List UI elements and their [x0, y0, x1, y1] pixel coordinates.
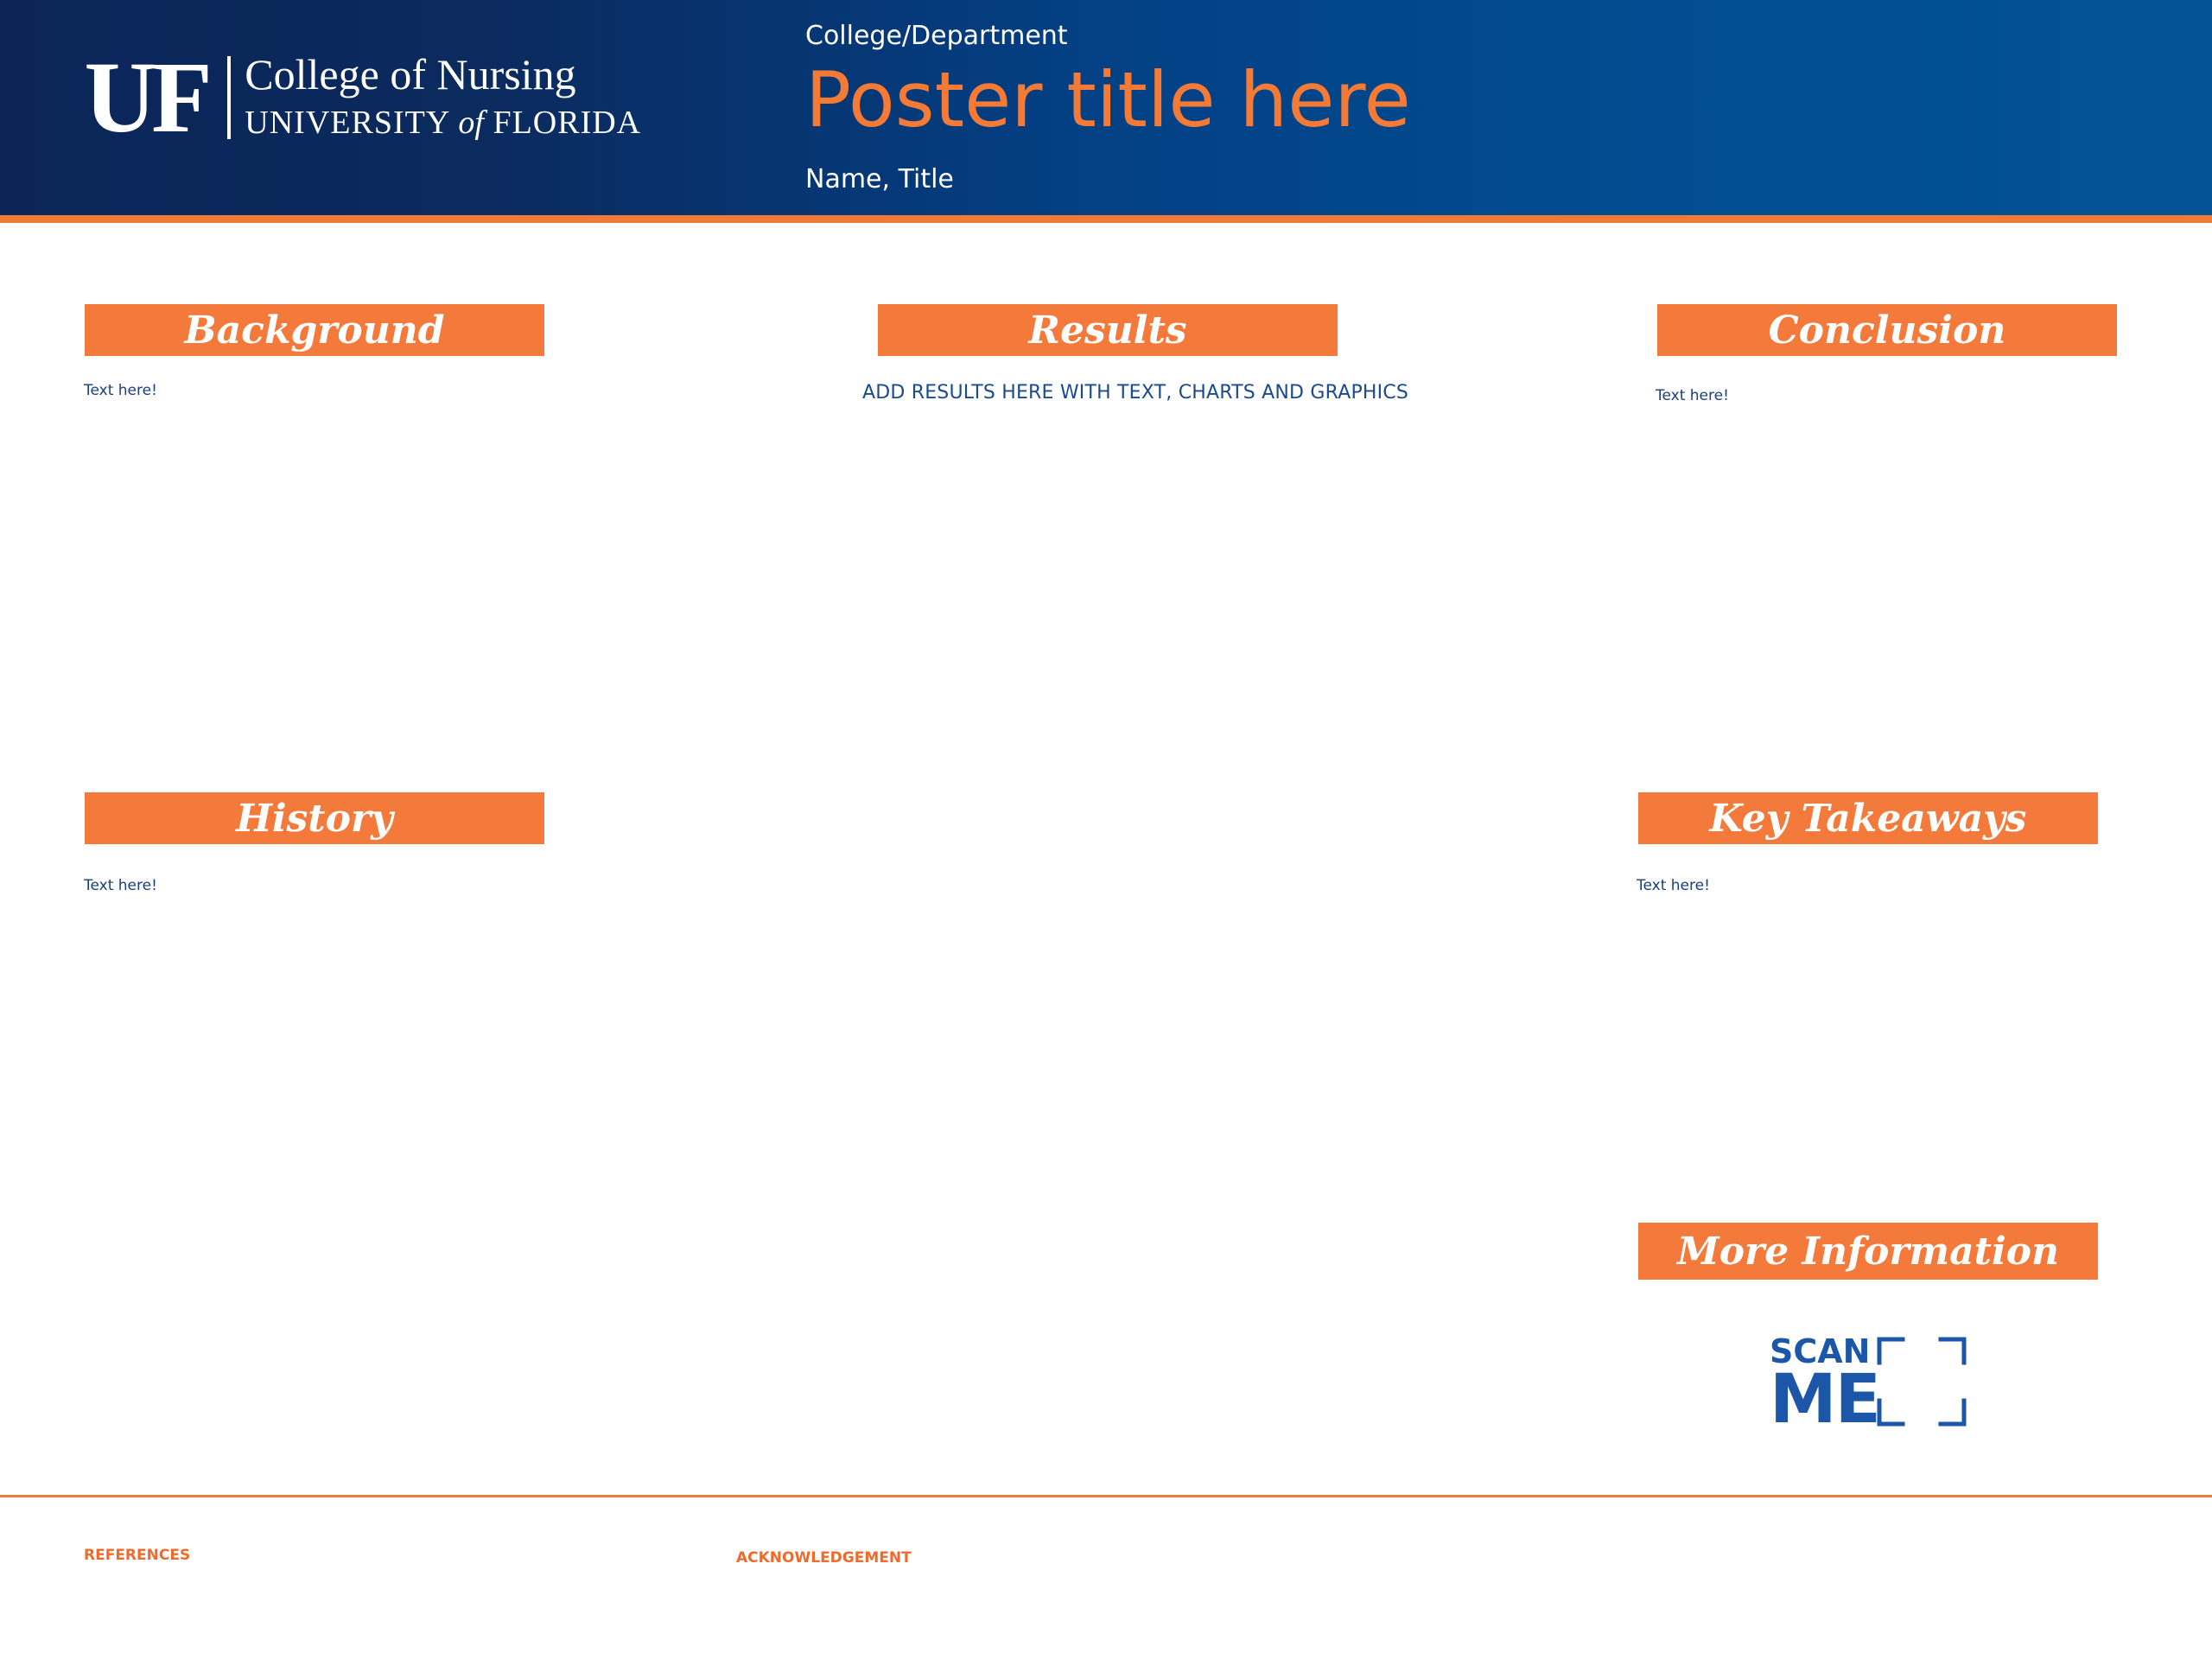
results-text: ADD RESULTS HERE WITH TEXT, CHARTS AND GRAPHICS — [862, 382, 1409, 404]
scan-me-qr-placeholder — [1770, 1332, 1968, 1439]
results-heading: Results — [878, 304, 1338, 356]
references-label: REFERENCES — [84, 1547, 191, 1564]
college-department-label: College/Department — [805, 21, 1068, 51]
scan-word: SCAN — [1770, 1332, 1871, 1370]
scan-frame-icon — [1877, 1337, 1967, 1427]
key-takeaways-text: Text here! — [1637, 877, 1710, 894]
logo-university-word: UNIVERSITY — [245, 105, 449, 141]
logo-divider — [227, 56, 231, 139]
logo-wordmark — [245, 49, 641, 146]
logo-university-name — [245, 99, 641, 146]
footer-divider — [0, 1495, 2212, 1497]
header-orange-stripe — [0, 215, 2212, 223]
history-heading: History — [85, 792, 544, 844]
more-information-heading: More Information — [1638, 1223, 2098, 1280]
poster-title: Poster title here — [805, 55, 1411, 144]
background-text: Text here! — [84, 382, 157, 399]
acknowledgement-label: ACKNOWLEDGEMENT — [736, 1549, 912, 1567]
uf-college-of-nursing-logo — [83, 41, 642, 154]
conclusion-text: Text here! — [1656, 387, 1729, 404]
uf-logo-mark: UF — [84, 41, 207, 154]
logo-of-word: of — [458, 105, 484, 141]
me-word: ME — [1770, 1361, 1879, 1439]
poster-header — [0, 0, 2212, 215]
history-text: Text here! — [84, 877, 157, 894]
author-name-title: Name, Title — [805, 164, 954, 194]
background-heading: Background — [85, 304, 544, 356]
conclusion-heading: Conclusion — [1657, 304, 2117, 356]
logo-florida-word: FLORIDA — [493, 105, 642, 141]
logo-college-name: College of Nursing — [245, 50, 576, 99]
key-takeaways-heading: Key Takeaways — [1638, 792, 2098, 844]
